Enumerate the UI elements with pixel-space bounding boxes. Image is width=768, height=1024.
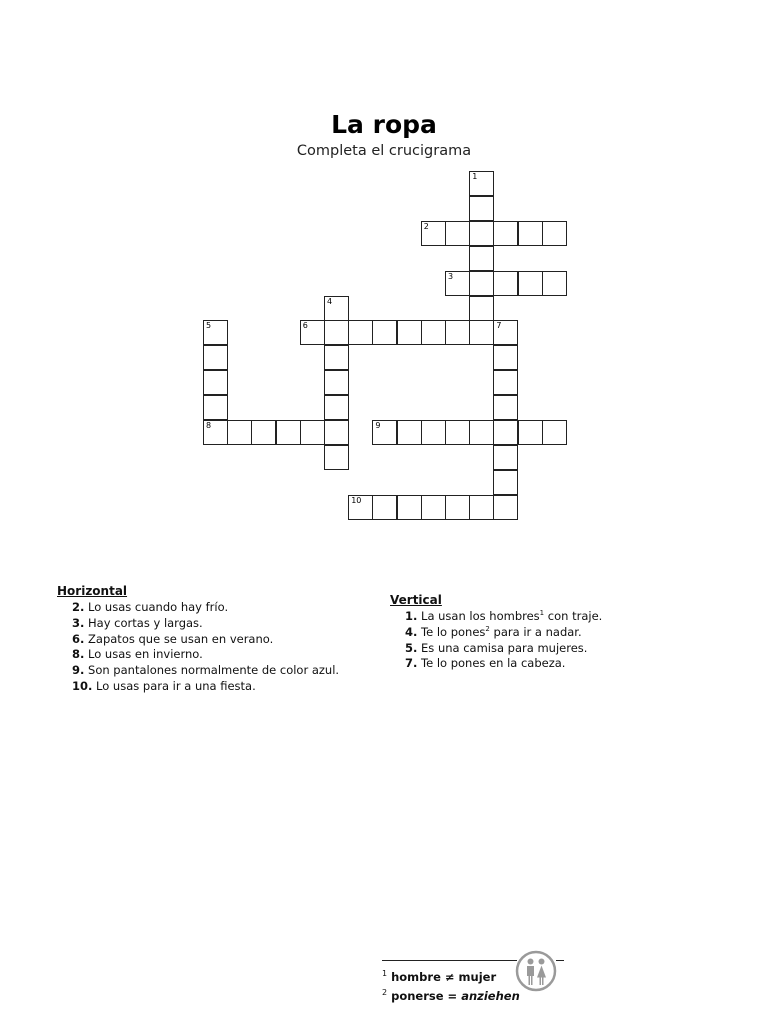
- clue-number: 7: [496, 321, 502, 331]
- crossword-cell[interactable]: [203, 320, 228, 345]
- clue-number: 6: [302, 321, 308, 331]
- horizontal-clues: [57, 584, 339, 695]
- crossword-cell[interactable]: [300, 420, 325, 445]
- clue-number: 4: [327, 296, 333, 306]
- crossword-cell[interactable]: [203, 370, 228, 395]
- footnote-2: $^2$ ponerse = anziehen: [382, 988, 520, 1003]
- clue-number: 8: [206, 421, 212, 430]
- crossword-cell[interactable]: [372, 420, 397, 445]
- footnote-divider-end: [556, 960, 564, 961]
- crossword-cell[interactable]: [493, 345, 518, 370]
- crossword-cell[interactable]: [203, 420, 228, 445]
- crossword-cell[interactable]: [324, 320, 349, 345]
- crossword-cell[interactable]: [445, 271, 470, 296]
- crossword-cell[interactable]: [445, 420, 470, 445]
- crossword-cell[interactable]: [300, 320, 325, 345]
- crossword-cell[interactable]: [445, 495, 470, 520]
- crossword-cell[interactable]: [493, 395, 518, 420]
- crossword-cell[interactable]: [493, 420, 518, 445]
- crossword-cell[interactable]: [493, 370, 518, 395]
- horizontal-heading: Horizontal: [57, 584, 128, 598]
- clue-item: 4. Te lo pones$^2$ para ir a nadar.: [405, 624, 582, 639]
- crossword-cell[interactable]: [518, 420, 543, 445]
- people-icon: [515, 950, 557, 992]
- clue-item: 7. Te lo pones en la cabeza.: [405, 656, 566, 671]
- crossword-cell[interactable]: [469, 221, 494, 246]
- crossword-cell[interactable]: [324, 370, 349, 395]
- page-subtitle: Completa el crucigrama: [296, 143, 472, 159]
- clue-item: 6. Zapatos que se usan en verano.: [72, 631, 274, 646]
- crossword-cell[interactable]: [203, 395, 228, 420]
- crossword-cell[interactable]: [324, 445, 349, 470]
- clue-item: 5. Es una camisa para mujeres.: [405, 640, 588, 655]
- crossword-cell[interactable]: [493, 445, 518, 470]
- crossword-cell[interactable]: [421, 420, 446, 445]
- footnote-divider: [382, 960, 517, 961]
- crossword-cell[interactable]: [397, 420, 422, 445]
- crossword-cell[interactable]: [421, 495, 446, 520]
- footnote-1: $^1$ hombre ≠ mujer: [382, 969, 497, 984]
- clue-number: 1: [472, 172, 478, 181]
- crossword-cell[interactable]: [493, 271, 518, 296]
- crossword-cell[interactable]: [324, 296, 349, 321]
- clue-number: 9: [375, 421, 381, 430]
- clue-item: 1. La usan los hombres$^1$ con traje.: [405, 609, 603, 623]
- crossword-cell[interactable]: [542, 420, 567, 445]
- crossword-cell[interactable]: [469, 420, 494, 445]
- crossword-cell[interactable]: [469, 320, 494, 345]
- crossword-cell[interactable]: [445, 221, 470, 246]
- crossword-cell[interactable]: [469, 246, 494, 271]
- crossword-cell[interactable]: [469, 171, 494, 196]
- crossword-cell[interactable]: [251, 420, 276, 445]
- crossword-cell[interactable]: [324, 420, 349, 445]
- crossword-cell[interactable]: [469, 296, 494, 321]
- vertical-heading: Vertical: [390, 593, 442, 607]
- crossword-cell[interactable]: [397, 495, 422, 520]
- crossword-cell[interactable]: [421, 221, 446, 246]
- crossword-cell[interactable]: [324, 345, 349, 370]
- crossword-cell[interactable]: [469, 271, 494, 296]
- crossword-cell[interactable]: [542, 271, 567, 296]
- crossword-cell[interactable]: [348, 320, 373, 345]
- vertical-clues: [390, 593, 602, 672]
- clue-item: 2. Lo usas cuando hay frío.: [72, 600, 229, 614]
- clue-item: 3. Hay cortas y largas.: [72, 615, 203, 630]
- clue-item: 9. Son pantalones normalmente de color azul.: [72, 663, 340, 678]
- clue-number: 10: [351, 495, 362, 505]
- crossword-cell[interactable]: [469, 196, 494, 221]
- clue-item: 10. Lo usas para ir a una fiesta.: [72, 678, 256, 693]
- crossword-cell[interactable]: [493, 320, 518, 345]
- crossword-cell[interactable]: [372, 495, 397, 520]
- crossword-cell[interactable]: [518, 221, 543, 246]
- crossword-cell[interactable]: [276, 420, 301, 445]
- crossword-cell[interactable]: [493, 221, 518, 246]
- crossword-cell[interactable]: [445, 320, 470, 345]
- clue-number: 5: [206, 321, 212, 331]
- crossword-cell[interactable]: [493, 470, 518, 495]
- crossword-cell[interactable]: [348, 495, 373, 520]
- clue-item: 8. Lo usas en invierno.: [72, 647, 203, 662]
- crossword-cell[interactable]: [421, 320, 446, 345]
- crossword-cell[interactable]: [203, 345, 228, 370]
- page-title: La ropa: [331, 110, 437, 139]
- crossword-cell[interactable]: [493, 495, 518, 520]
- crossword-cell[interactable]: [518, 271, 543, 296]
- clue-number: 2: [423, 221, 429, 231]
- crossword-cell[interactable]: [397, 320, 422, 345]
- crossword-cell[interactable]: [469, 495, 494, 520]
- crossword-cell[interactable]: [227, 420, 252, 445]
- clue-number: 3: [448, 271, 454, 281]
- crossword-cell[interactable]: [372, 320, 397, 345]
- crossword-cell[interactable]: [542, 221, 567, 246]
- crossword-cell[interactable]: [324, 395, 349, 420]
